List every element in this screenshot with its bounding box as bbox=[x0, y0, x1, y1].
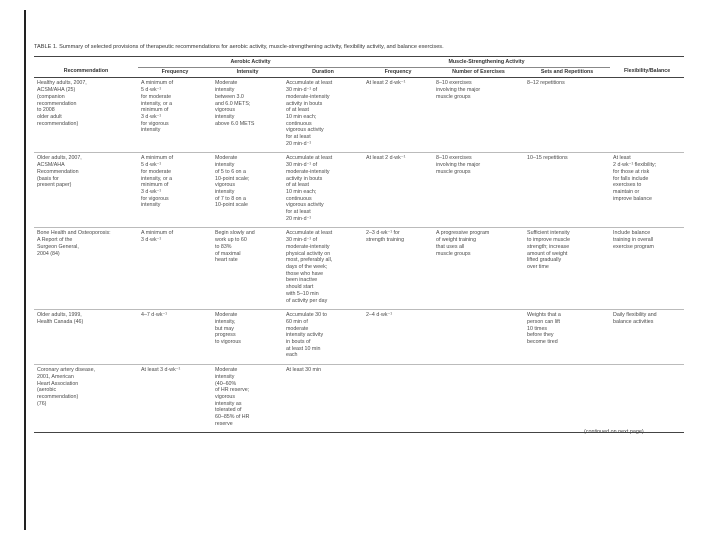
cell-recommendation: Older adults, 2007, ACSM/AHA Recommendation (basis for present paper) bbox=[37, 155, 82, 189]
cell-flexibility-balance: At least 2 d·wk⁻¹ flexibility; for those at risk for falls include exercises to maintain or improve balance bbox=[613, 155, 657, 202]
col-header-duration: Duration bbox=[283, 67, 363, 78]
cell-muscle-frequency: At least 2 d·wk⁻¹ bbox=[366, 80, 406, 87]
cell-flexibility-balance: Include balance training in overall exercise program bbox=[613, 230, 654, 250]
cell-intensity: Begin slowly and work up to 60 to 83% of maximal heart rate bbox=[215, 230, 255, 264]
cell-muscle-frequency: 2–3 d·wk⁻¹ for strength training bbox=[366, 230, 405, 244]
cell-duration: At least 30 min bbox=[286, 367, 322, 374]
cell-sets-and-repetitions: Sufficient intensity to improve muscle strength; increase amount of weight lifted gradually over time bbox=[527, 230, 571, 270]
group-header-muscle: Muscle-Strengthening Activity bbox=[363, 57, 610, 68]
col-header-recommendation: Recommendation bbox=[34, 67, 138, 78]
col-header-sets-and-repetitions: Sets and Repetitions bbox=[524, 67, 610, 78]
column-header-row bbox=[34, 67, 684, 78]
cell-duration: Accumulate 30 to 60 min of moderate intensity activity in bouts of at least 10 min each bbox=[286, 312, 327, 359]
table-row bbox=[34, 153, 684, 228]
recommendations-table bbox=[34, 56, 684, 433]
cell-flexibility-balance: Daily flexibility and balance activities bbox=[613, 312, 657, 325]
cell-recommendation: Older adults, 1999, Health Canada (46) bbox=[37, 312, 84, 325]
cell-number-of-exercises: A progressive program of weight training that uses all muscle groups bbox=[436, 230, 490, 257]
cell-number-of-exercises: 8–10 exercises involving the major muscle groups bbox=[436, 80, 481, 100]
col-header-flexibility-balance: Flexibility/Balance bbox=[610, 67, 684, 78]
cell-aerobic-frequency: At least 3 d·wk⁻¹ bbox=[141, 367, 181, 374]
table-row bbox=[34, 365, 684, 433]
cell-intensity: Moderate intensity between 3.0 and 6.0 METS; vigorous intensity above 6.0 METS bbox=[215, 80, 255, 127]
cell-muscle-frequency bbox=[363, 365, 433, 433]
cell-muscle-frequency: 2–4 d·wk⁻¹ bbox=[366, 312, 393, 319]
cell-intensity: Moderate intensity, but may progress to vigorous bbox=[215, 312, 241, 346]
left-margin-rule bbox=[24, 10, 26, 530]
cell-sets-and-repetitions bbox=[524, 365, 610, 433]
cell-sets-and-repetitions: 8–12 repetitions bbox=[527, 80, 565, 87]
table-row bbox=[34, 228, 684, 310]
table-row bbox=[34, 310, 684, 365]
cell-flexibility-balance bbox=[610, 365, 684, 433]
cell-sets-and-repetitions: Weights that a person can lift 10 times before they become tired bbox=[527, 312, 561, 346]
cell-recommendation: Healthy adults, 2007, ACSM/AHA (25) (companion recommendation to 2008 older adult recommendation) bbox=[37, 80, 87, 127]
cell-flexibility-balance bbox=[610, 78, 684, 153]
col-header-muscle-frequency: Frequency bbox=[363, 67, 433, 78]
cell-muscle-frequency: At least 2 d·wk⁻¹ bbox=[366, 155, 406, 162]
cell-intensity: Moderate intensity of 5 to 6 on a 10-point scale; vigorous intensity of 7 to 8 on a 10-point scale bbox=[215, 155, 250, 209]
table-row bbox=[34, 78, 684, 153]
continued-note: (continued on next page) bbox=[584, 429, 644, 435]
cell-number-of-exercises bbox=[433, 310, 524, 365]
table-caption: TABLE 1. Summary of selected provisions of therapeutic recommendations for aerobic activity, muscle-strengthening activity, flexibility activity, and balance exercises. bbox=[34, 44, 444, 50]
cell-recommendation: Bone Health and Osteoporosis: A Report of the Surgeon General, 2004 (84) bbox=[37, 230, 111, 257]
cell-aerobic-frequency: A minimum of 5 d·wk⁻¹ for moderate intensity, or a minimum of 3 d·wk⁻¹ for vigorous intensity bbox=[141, 80, 174, 134]
group-header-aerobic: Aerobic Activity bbox=[138, 57, 363, 68]
cell-duration: Accumulate at least 30 min·d⁻¹ of moderate-intensity activity in bouts of at least 10 min each; continuous vigorous activity for at least 20 min·d⁻¹ bbox=[286, 80, 333, 147]
cell-recommendation: Coronary artery disease, 2001, American Heart Association (aerobic recommendation) (76) bbox=[37, 367, 95, 407]
col-header-intensity: Intensity bbox=[212, 67, 283, 78]
cell-number-of-exercises bbox=[433, 365, 524, 433]
group-header-spacer bbox=[610, 57, 684, 68]
cell-aerobic-frequency: A minimum of 5 d·wk⁻¹ for moderate intensity, or a minimum of 3 d·wk⁻¹ for vigorous intensity bbox=[141, 155, 174, 209]
cell-sets-and-repetitions: 10–15 repetitions bbox=[527, 155, 568, 162]
col-header-aerobic-frequency: Frequency bbox=[138, 67, 212, 78]
col-header-number-of-exercises: Number of Exercises bbox=[433, 67, 524, 78]
cell-duration: Accumulate at least 30 min·d⁻¹ of moderate-intensity activity in bouts of at least 10 min each; continuous vigorous activity for at least 20 min·d⁻¹ bbox=[286, 155, 333, 222]
column-group-header-row bbox=[34, 57, 684, 68]
cell-aerobic-frequency: A minimum of 3 d·wk⁻¹ bbox=[141, 230, 174, 244]
cell-number-of-exercises: 8–10 exercises involving the major muscle groups bbox=[436, 155, 481, 175]
group-header-spacer bbox=[34, 57, 138, 68]
cell-intensity: Moderate intensity (40–60% of HR reserve; vigorous intensity as tolerated of 60–85% of HR reserve bbox=[215, 367, 250, 427]
cell-aerobic-frequency: 4–7 d·wk⁻¹ bbox=[141, 312, 168, 319]
cell-duration: Accumulate at least 30 min·d⁻¹ of moderate-intensity physical activity on most, preferably all, days of the week; those who have been inactive should start with 5–10 min of activity per day bbox=[286, 230, 333, 304]
